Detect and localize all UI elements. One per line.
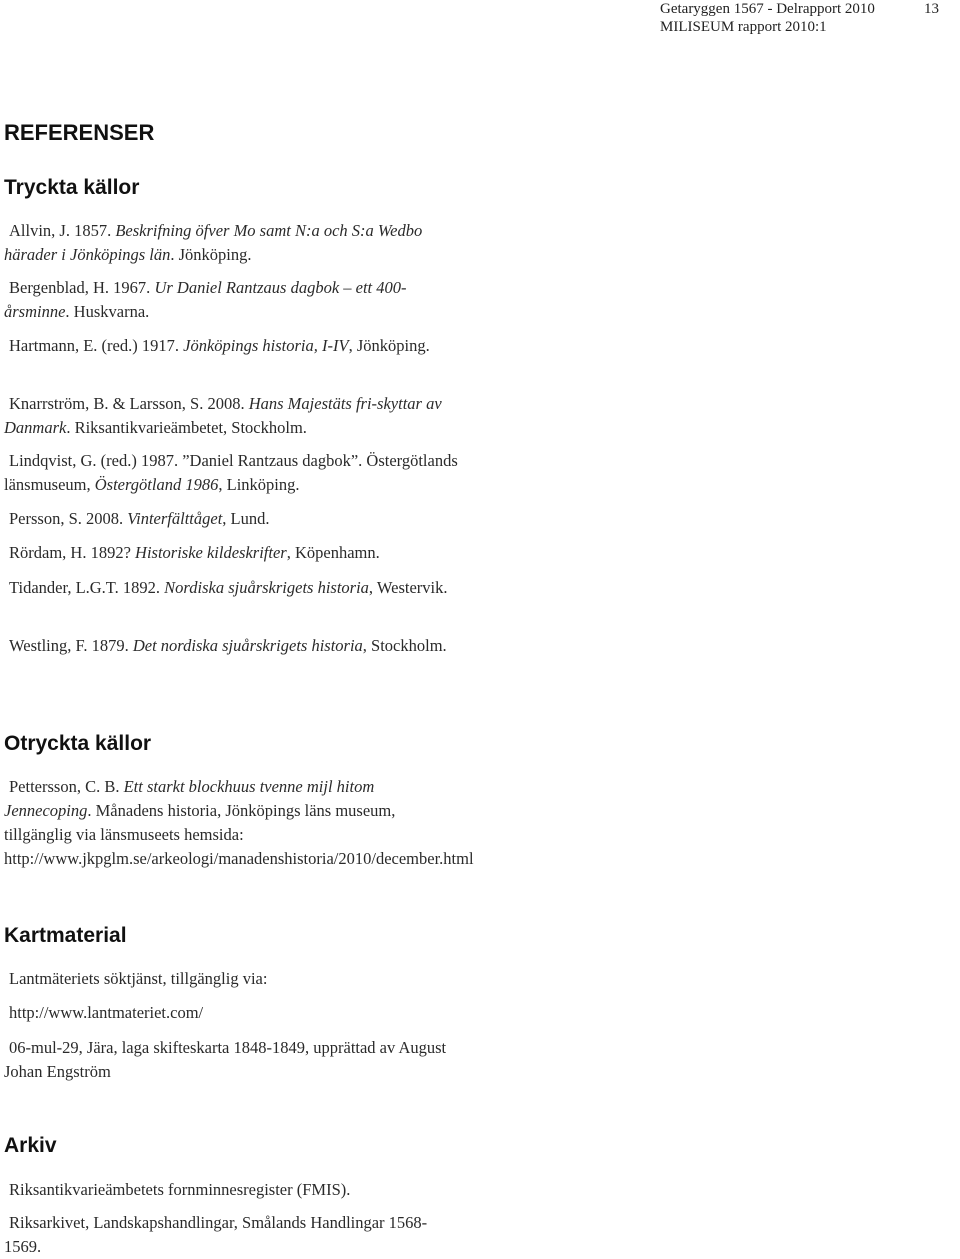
- section-heading-otryckta: Otryckta källor: [4, 732, 152, 755]
- reference-item: Lindqvist, G. (red.) 1987. ”Daniel Rantzaus dagbok”. Östergötlands länsmuseum, Östergötland 1986, Linköping.: [4, 451, 458, 494]
- reference-item: Knarrström, B. & Larsson, S. 2008. Hans Majestäts fri-skyttar av Danmark. Riksantikvarieämbetet, Stockholm.: [4, 394, 442, 437]
- archive-item: Riksarkivet, Landskapshandlingar, Smålands Handlingar 1568-1569.: [4, 1213, 428, 1256]
- map-source-line: Lantmäteriets söktjänst, tillgänglig via:: [9, 969, 268, 988]
- reference-item: Persson, S. 2008. Vinterfälttåget, Lund.: [9, 509, 270, 528]
- page-number: 13: [924, 1, 939, 17]
- reference-item: Allvin, J. 1857. Beskrifning öfver Mo samt N:a och S:a Wedbo härader i Jönköpings län. Jönköping.: [4, 221, 423, 264]
- reference-item: Hartmann, E. (red.) 1917. Jönköpings historia, I-IV, Jönköping.: [9, 336, 430, 355]
- reference-item: Rördam, H. 1892? Historiske kildeskrifter, Köpenhamn.: [9, 543, 380, 562]
- header-report-title: Getaryggen 1567 - Delrapport 2010: [660, 1, 875, 17]
- map-source-line: 06-mul-29, Jära, laga skifteskarta 1848-1849, upprättad av August Johan Engström: [4, 1038, 447, 1081]
- reference-item: Tidander, L.G.T. 1892. Nordiska sjuårskrigets historia, Westervik.: [9, 578, 448, 597]
- archive-item: Riksantikvarieämbetets fornminnesregister (FMIS).: [9, 1180, 351, 1199]
- reference-item: Bergenblad, H. 1967. Ur Daniel Rantzaus dagbok – ett 400-årsminne. Huskvarna.: [4, 278, 407, 321]
- map-source-link: http://www.lantmateriet.com/: [9, 1003, 204, 1022]
- section-heading-tryckta: Tryckta källor: [4, 176, 140, 199]
- reference-item: Pettersson, C. B. Ett starkt blockhuus tvenne mijl hitom Jennecoping. Månadens historia, Jönköpings läns museum, tillgänglig via länsmuseets hemsida: http://www.jkpglm.se/arkeologi/manadenshistoria/2010/december.html: [4, 777, 474, 868]
- section-heading-kartmaterial: Kartmaterial: [4, 924, 127, 947]
- reference-item: Westling, F. 1879. Det nordiska sjuårskrigets historia, Stockholm.: [9, 636, 447, 655]
- header-report-series: MILISEUM rapport 2010:1: [660, 19, 827, 35]
- running-header: [660, 0, 960, 42]
- page-title: REFERENSER: [4, 120, 155, 145]
- section-heading-arkiv: Arkiv: [4, 1134, 57, 1157]
